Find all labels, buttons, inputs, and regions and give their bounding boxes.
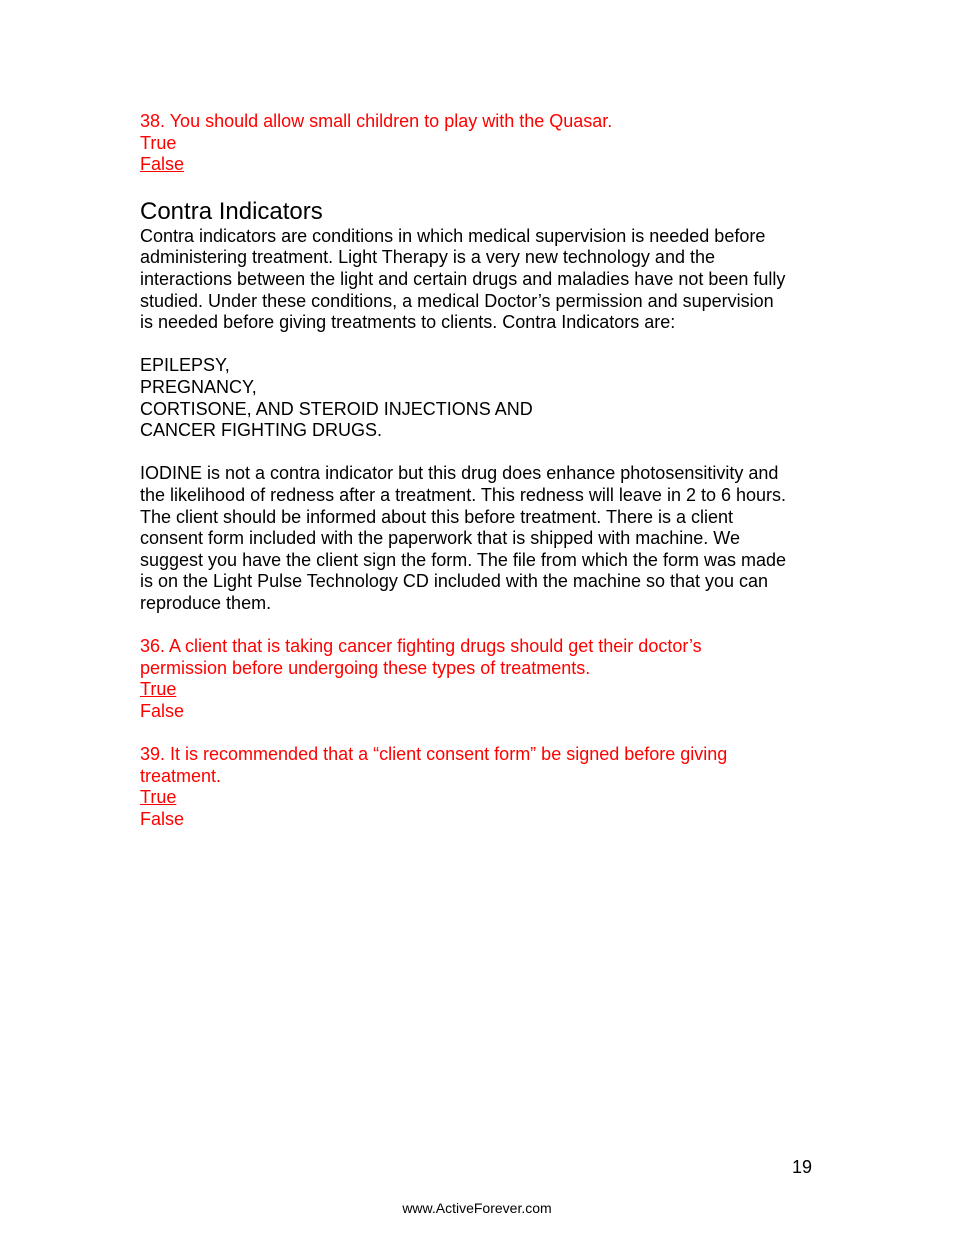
iodine-line: reproduce them. <box>140 592 272 613</box>
iodine-line: IODINE is not a contra indicator but this drug does enhance photosensitivity and <box>140 463 779 484</box>
section-heading: Contra Indicators <box>140 197 323 225</box>
question-39-text: 39. It is recommended that a “client consent form” be signed before giving <box>140 744 728 765</box>
question-36-text: 36. A client that is taking cancer fighting drugs should get their doctor’s <box>140 636 702 657</box>
page-number: 19 <box>792 1157 813 1177</box>
iodine-line: the likelihood of redness after a treatment. This redness will leave in 2 to 6 hours. <box>140 484 787 505</box>
question-38-answer-false-selected: False <box>140 154 185 175</box>
spacer <box>140 442 820 464</box>
indicator-item: CORTISONE, AND STEROID INJECTIONS AND <box>140 398 533 419</box>
intro-line: studied. Under these conditions, a medical Doctor’s permission and supervision <box>140 290 774 311</box>
intro-line: interactions between the light and certain drugs and maladies have not been fully <box>140 268 786 289</box>
indicator-item: CANCER FIGHTING DRUGS. <box>140 420 383 441</box>
iodine-line: is on the Light Pulse Technology CD included with the machine so that you can <box>140 571 769 592</box>
question-38-answer-true: True <box>140 132 177 153</box>
question-38 <box>140 111 820 176</box>
indicator-list <box>140 355 820 441</box>
intro-line: administering treatment. Light Therapy is a very new technology and the <box>140 247 715 268</box>
question-36-answer-false: False <box>140 700 185 721</box>
iodine-line: suggest you have the client sign the form. The file from which the form was made <box>140 549 786 570</box>
intro-line: Contra indicators are conditions in which medical supervision is needed before <box>140 225 766 246</box>
spacer <box>140 722 820 744</box>
intro-line: is needed before giving treatments to clients. Contra Indicators are: <box>140 312 676 333</box>
question-39-answer-false: False <box>140 808 185 829</box>
question-38-text: 38. You should allow small children to play with the Quasar. <box>140 111 613 131</box>
question-36 <box>140 636 820 722</box>
question-36-text: permission before undergoing these types of treatments. <box>140 657 591 678</box>
iodine-line: consent form included with the paperwork that is shipped with machine. We <box>140 528 740 549</box>
indicator-item: PREGNANCY, <box>140 376 257 397</box>
question-39 <box>140 744 820 830</box>
spacer <box>140 614 820 636</box>
page-content <box>140 111 820 830</box>
question-39-answer-true-selected: True <box>140 787 177 808</box>
intro-paragraph <box>140 226 820 334</box>
iodine-line: The client should be informed about this before treatment. There is a client <box>140 506 733 527</box>
footer-url: www.ActiveForever.com <box>402 1200 552 1216</box>
iodine-paragraph <box>140 463 820 614</box>
question-39-text: treatment. <box>140 765 222 786</box>
indicator-item: EPILEPSY, <box>140 355 230 376</box>
question-36-answer-true-selected: True <box>140 679 177 700</box>
spacer <box>140 334 820 356</box>
